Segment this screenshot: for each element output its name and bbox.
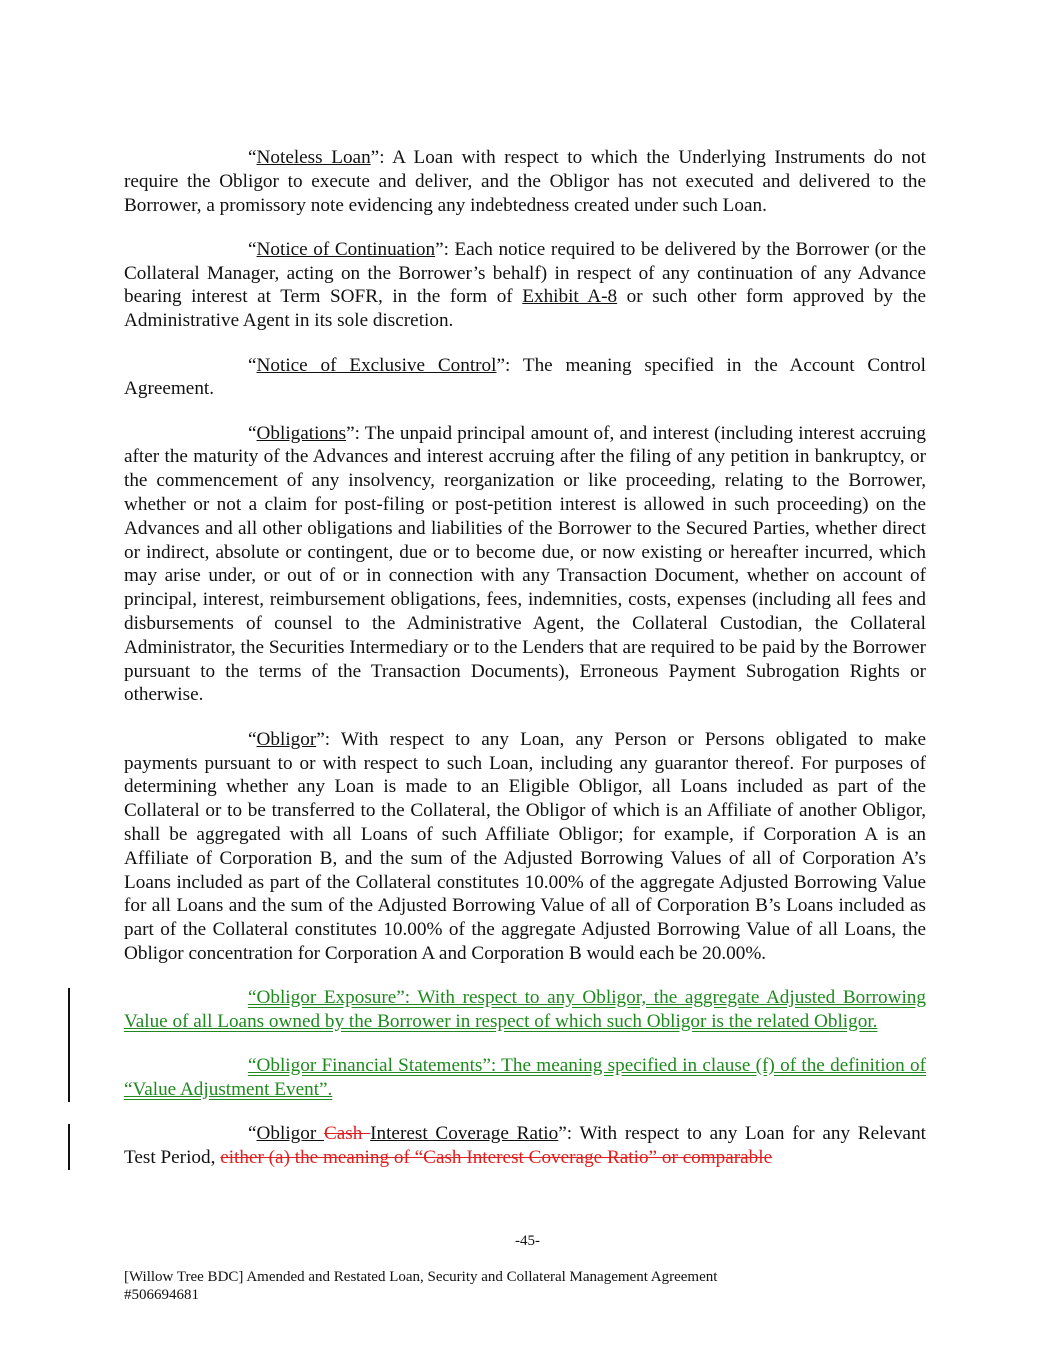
exhibit-reference: Exhibit A-8 bbox=[522, 286, 618, 308]
definition-obligor: “Obligor”: With respect to any Loan, any Person or Persons obligated to make payments pursuant to or with respect to such Loan, including any guarantor thereof. For purposes of determining whether any Loan is made to an Eligible Obligor, all Loans included as part of the Collateral or to be transferred to the Collateral, the Obligor of which is an Affiliate of another Obligor, shall be aggregated with all Loans of such Affiliate Obligor; for example, if Corporation A is an Affiliate of Corporation B, and the sum of the Adjusted Borrowing Values of all of Corporation A’s Loans included as part of the Collateral constitutes 10.00% of the aggregate Adjusted Borrowing Value for all Loans and the sum of the Adjusted Borrowing Value of all of Corporation B’s Loans included as part of the Collateral constitutes 10.00% of the aggregate Adjusted Borrowing Value of all Loans, the Obligor concentration for Corporation A and Corporation B would each be 20.00%. bbox=[124, 728, 926, 964]
footer-title: [Willow Tree BDC] Amended and Restated Loan, Security and Collateral Management Agreement bbox=[124, 1269, 718, 1285]
inserted-text: “Obligor Exposure”: With respect to any Obligor, the aggregate Adjusted Borrowing Value of all Loans owned by the Borrower in respect of which such Obligor is the related Obligor. bbox=[124, 987, 926, 1032]
page-number: -45- bbox=[515, 1233, 540, 1249]
definition-noteless-loan: “Noteless Loan”: A Loan with respect to which the Underlying Instruments do not require the Obligor to execute and deliver, and the Obligor has not executed and delivered to the Borrower, a promissory note evidencing any indebtedness created under such Loan. bbox=[124, 147, 926, 216]
change-bar bbox=[68, 1056, 70, 1102]
definition-obligor-interest-coverage-ratio: “Obligor Cash Interest Coverage Ratio”: With respect to any Loan for any Relevant Test Period, either (a) the meaning of “Cash Interest Coverage Ratio” or comparable bbox=[124, 1122, 926, 1170]
definition-notice-of-continuation: “Notice of Continuation”: Each notice required to be delivered by the Borrower (or the Collateral Manager, acting on the Borrower’s behalf) in respect of any continuation of any Advance bearing interest at Term SOFR, in the form of Exhibit A-8 or such other form approved by the Administrative Agent in its sole discretion. bbox=[124, 238, 926, 332]
definition-obligor-exposure-inserted bbox=[124, 986, 926, 1034]
term-obligor-icr-part-a: Obligor bbox=[256, 1123, 324, 1145]
term-obligor: Obligor bbox=[256, 728, 317, 750]
definition-notice-of-exclusive-control: “Notice of Exclusive Control”: The meaning specified in the Account Control Agreement. bbox=[124, 354, 926, 400]
change-bar bbox=[68, 1124, 70, 1170]
term-obligations: Obligations bbox=[256, 422, 347, 444]
document-body bbox=[124, 146, 926, 1190]
term-obligor-icr-part-b: Interest Coverage Ratio bbox=[370, 1123, 559, 1145]
deleted-text: Cash bbox=[323, 1123, 371, 1145]
change-bar bbox=[68, 988, 70, 1058]
footer bbox=[124, 1268, 717, 1304]
definition-obligations: “Obligations”: The unpaid principal amount of, and interest (including interest accruing after the maturity of the Advances and interest accruing after the filing of any petition in bankruptcy, or the commencement of any insolvency, reorganization or like proceeding, relating to the Borrower, whether or not a claim for post-filing or post-petition interest is allowed in such proceeding) on the Advances and all other obligations and liabilities of the Borrower to the Secured Parties, whether direct or indirect, absolute or contingent, due or to become due, or now existing or hereafter incurred, which may arise under, or out of or in connection with any Transaction Document, whether on account of principal, interest, reimbursement obligations, fees, indemnities, costs, expenses (including all fees and disbursements of counsel to the Administrative Agent, the Collateral Custodian, the Collateral Administrator, the Securities Intermediary or to the Lenders that are required to be paid by the Borrower pursuant to the terms of the Transaction Documents), Erroneous Payment Subrogation Rights or otherwise. bbox=[124, 422, 926, 706]
inserted-text: “Obligor Financial Statements”: The meaning specified in clause (f) of the definition of “Value Adjustment Event”. bbox=[124, 1055, 926, 1101]
term-notice-of-continuation: Notice of Continuation bbox=[256, 238, 436, 260]
definition-obligor-financial-statements-inserted bbox=[124, 1054, 926, 1102]
term-noteless-loan: Noteless Loan bbox=[256, 147, 371, 168]
footer-doc-id: #506694681 bbox=[124, 1287, 199, 1303]
deleted-text: either (a) the meaning of “Cash Interest Coverage Ratio” or comparable bbox=[220, 1147, 773, 1169]
term-notice-of-exclusive-control: Notice of Exclusive Control bbox=[256, 354, 497, 376]
